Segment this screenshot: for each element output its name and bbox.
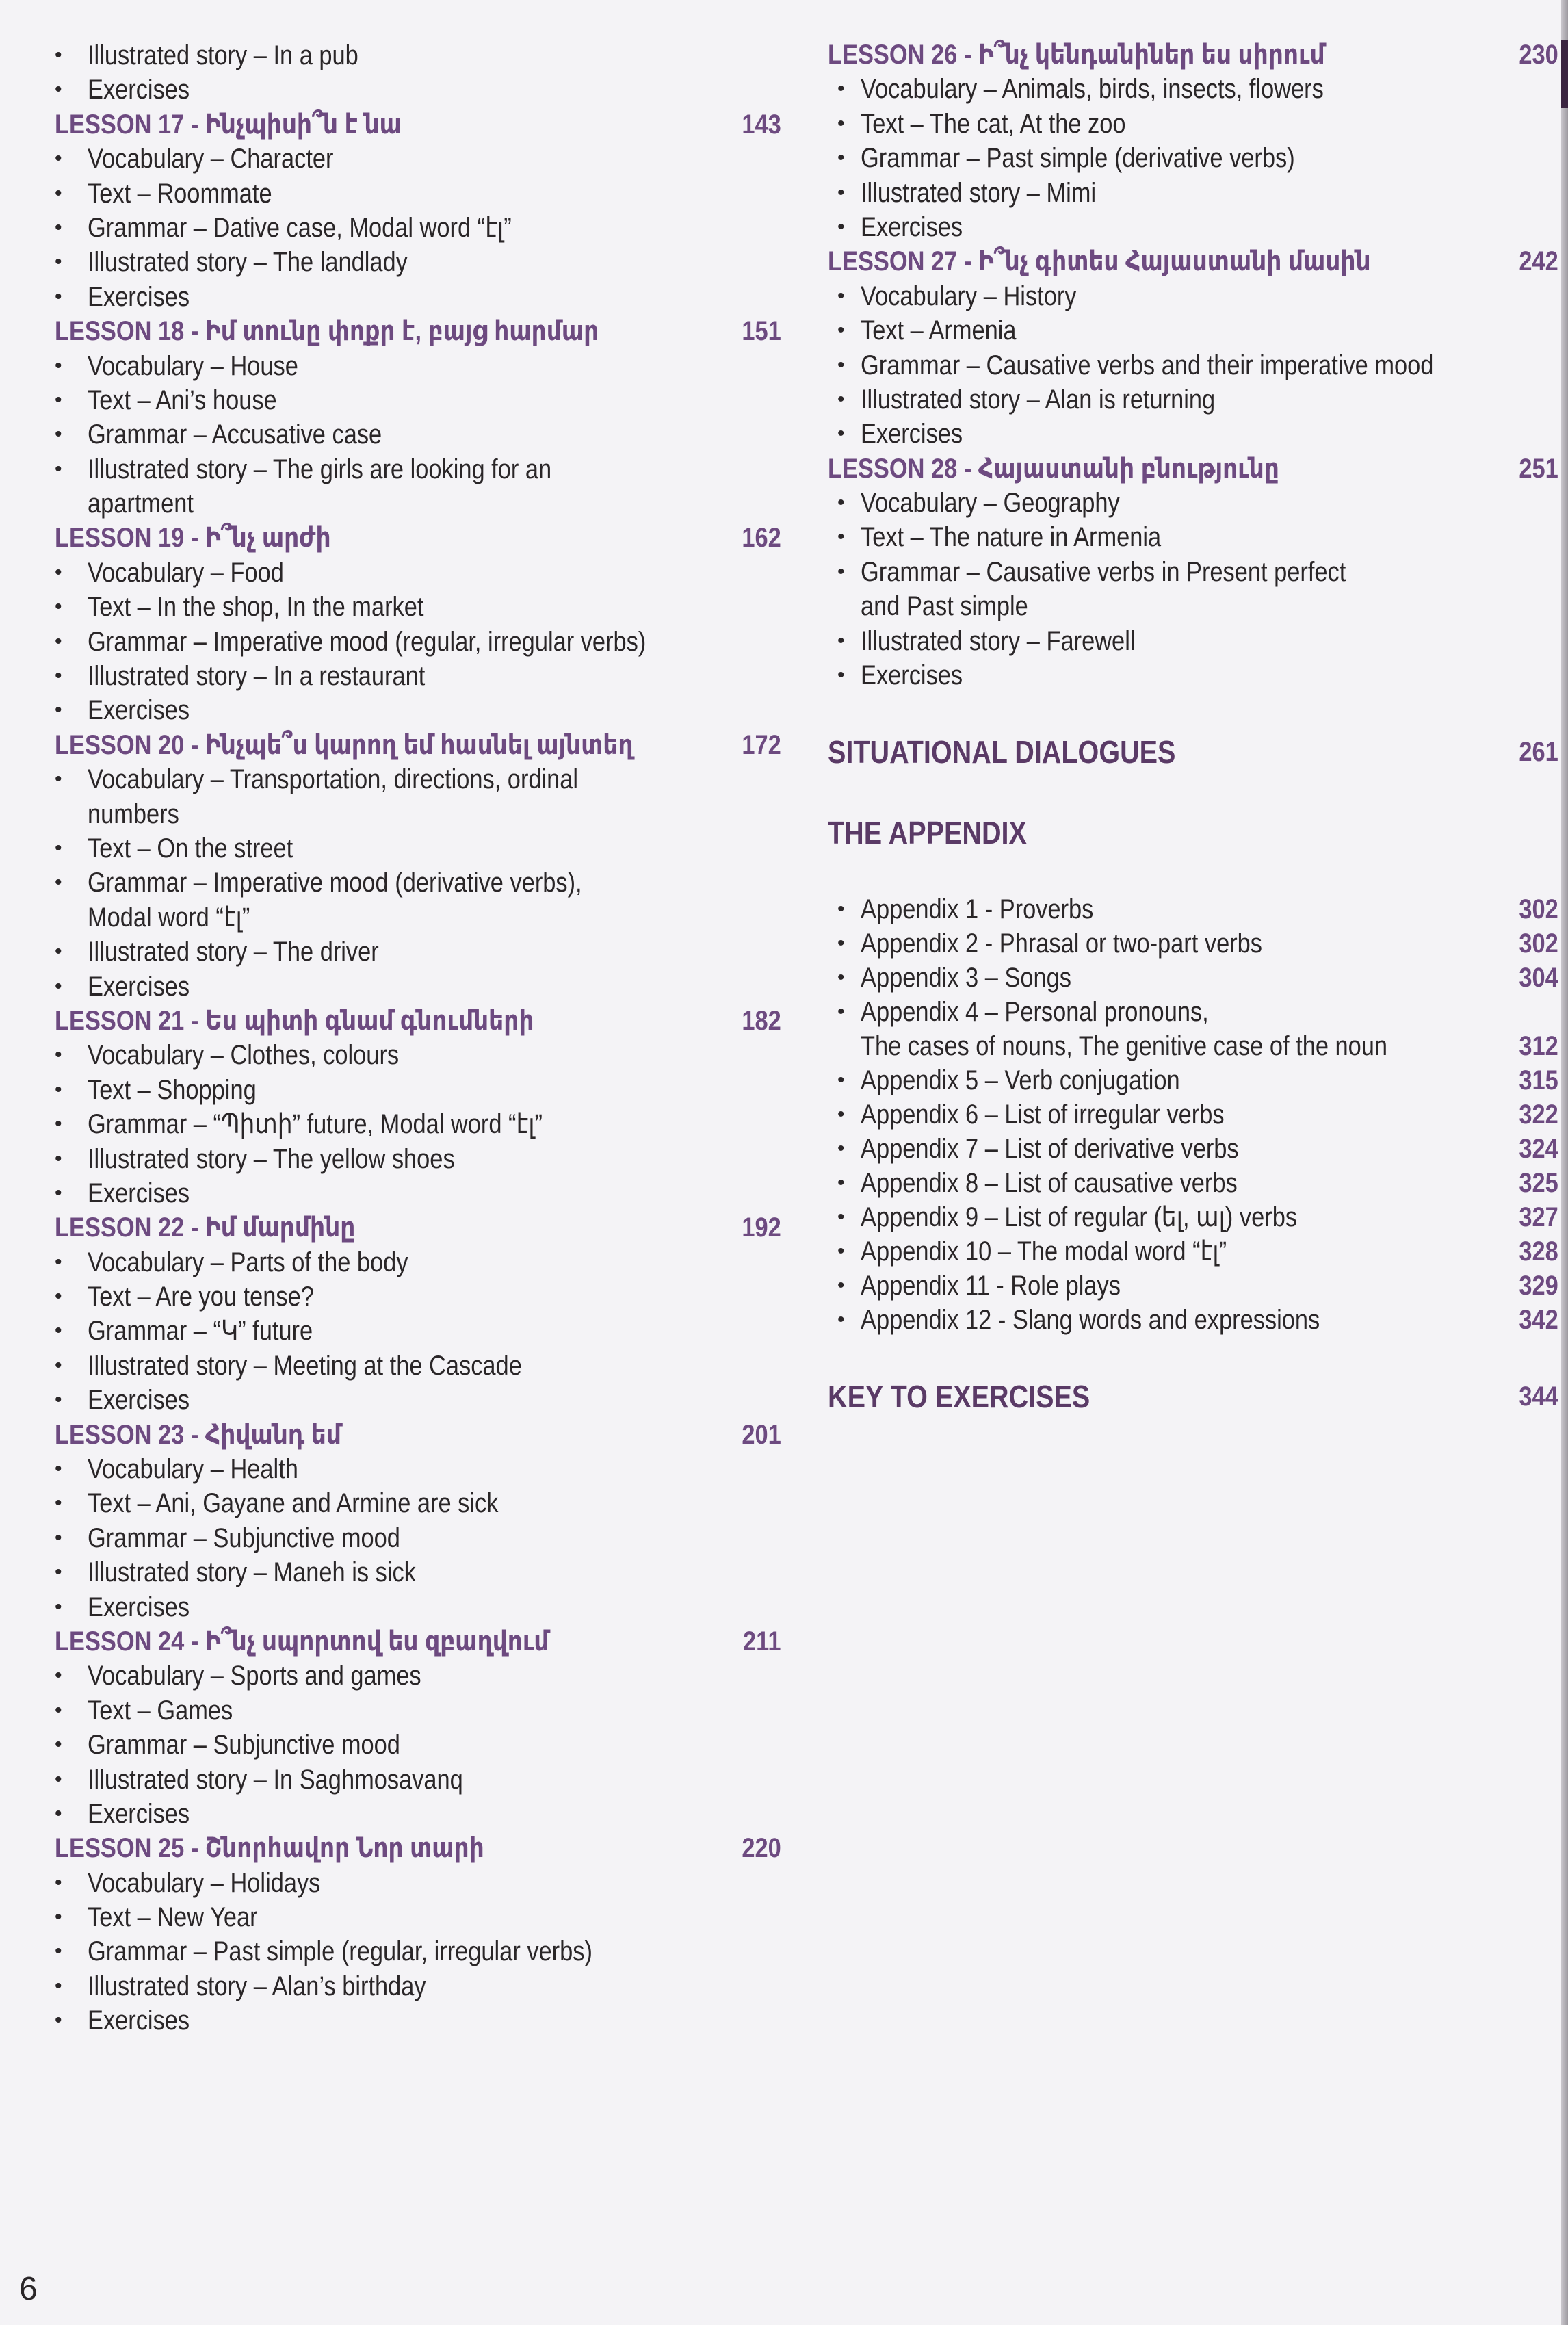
bullet-icon: • xyxy=(837,387,845,411)
toc-entry-text: Text – Shopping xyxy=(88,1074,257,1105)
toc-entry-text: Appendix 10 – The modal word “էլ” xyxy=(861,1236,1227,1267)
lesson-heading[interactable] xyxy=(0,728,794,762)
bullet-icon: • xyxy=(55,1457,62,1481)
bullet-icon: • xyxy=(55,181,62,205)
lesson-title: LESSON 23 - Հիվանդ եմ xyxy=(55,1419,341,1450)
bullet-icon: • xyxy=(837,146,845,170)
section-title: SITUATIONAL DIALOGUES xyxy=(828,734,1176,770)
section-heading[interactable] xyxy=(821,731,1560,773)
toc-entry-text: Text – In the shop, In the market xyxy=(88,592,424,623)
toc-subitem[interactable] xyxy=(0,73,794,107)
toc-entry-text: Vocabulary – Transportation, directions, ordinal xyxy=(88,764,579,795)
bullet-icon: • xyxy=(55,1561,62,1584)
toc-entry-continuation xyxy=(0,486,794,521)
toc-entry-text: Illustrated story – The yellow shoes xyxy=(88,1143,455,1174)
toc-entry-text: Text – Games xyxy=(88,1695,233,1726)
toc-entry-text: Grammar – “Պիտի” future, Modal word “էլ” xyxy=(88,1109,543,1140)
toc-entry-text: Illustrated story – The driver xyxy=(88,937,379,967)
toc-subitem[interactable] xyxy=(0,831,794,866)
bullet-icon: • xyxy=(55,1767,62,1791)
bullet-icon: • xyxy=(837,1103,845,1126)
lesson-heading[interactable] xyxy=(821,244,1560,278)
toc-subitem[interactable] xyxy=(0,970,794,1004)
toc-subitem[interactable] xyxy=(0,1900,794,1934)
toc-entry-text: Vocabulary – History xyxy=(861,281,1077,311)
lesson-page-number: 201 xyxy=(742,1419,781,1450)
toc-entry-continuation xyxy=(0,900,794,935)
toc-entry-text: Grammar – Past simple (regular, irregular verbs) xyxy=(88,1936,592,1967)
bullet-icon: • xyxy=(837,1137,845,1160)
bullet-icon: • xyxy=(55,44,62,66)
bullet-icon: • xyxy=(55,1492,62,1515)
entry-page-number: 302 xyxy=(1519,894,1558,925)
lesson-heading[interactable] xyxy=(821,452,1560,486)
lesson-title: LESSON 21 - Ես պիտի գնամ գնումների xyxy=(55,1005,534,1036)
lesson-page-number: 242 xyxy=(1519,246,1558,277)
bullet-icon: • xyxy=(55,871,62,894)
toc-entry-continuation xyxy=(821,1029,1560,1063)
lesson-heading[interactable] xyxy=(0,521,794,555)
entry-page-number: 324 xyxy=(1519,1134,1558,1165)
bullet-icon: • xyxy=(55,1802,62,1825)
toc-entry-text: Exercises xyxy=(88,1592,190,1622)
toc-right-column xyxy=(821,38,1560,1418)
toc-entry-text: Appendix 8 – List of causative verbs xyxy=(861,1168,1238,1199)
toc-subitem[interactable] xyxy=(0,1555,794,1589)
toc-entry-text: Text – The nature in Armenia xyxy=(861,522,1162,553)
toc-entry-text: Appendix 9 – List of regular (ել, ալ) verbs xyxy=(861,1202,1298,1233)
toc-entry-text: Illustrated story – In a restaurant xyxy=(88,661,426,692)
lesson-page-number: 162 xyxy=(742,523,781,554)
toc-entry-text: Exercises xyxy=(861,419,963,450)
bullet-icon: • xyxy=(55,457,62,480)
lesson-heading[interactable] xyxy=(0,314,794,348)
book-binding-edge xyxy=(1561,0,1568,2325)
bullet-icon: • xyxy=(55,388,62,411)
section-title: THE APPENDIX xyxy=(828,815,1027,851)
lesson-heading[interactable] xyxy=(821,38,1560,72)
toc-entry-text: Grammar – Causative verbs in Present perfect xyxy=(861,556,1346,587)
appendix-entry[interactable] xyxy=(821,1200,1560,1234)
lesson-title: LESSON 18 - Իմ տունը փոքր է, բայց հարմար xyxy=(55,316,599,347)
bullet-icon: • xyxy=(837,181,845,204)
bullet-icon: • xyxy=(837,966,845,989)
toc-entry-text: Text – Roommate xyxy=(88,178,272,209)
toc-subitem[interactable] xyxy=(0,2003,794,2038)
spacer xyxy=(821,1337,1560,1375)
toc-entry-text: Illustrated story – In Saghmosavanq xyxy=(88,1764,463,1795)
lesson-heading[interactable] xyxy=(0,1831,794,1865)
entry-page-number: 327 xyxy=(1519,1202,1558,1233)
toc-subitem[interactable] xyxy=(0,1038,794,1072)
toc-entry-text: Text – Ani, Gayane and Armine are sick xyxy=(88,1488,499,1519)
toc-subitem[interactable] xyxy=(821,348,1560,382)
toc-subitem[interactable] xyxy=(821,279,1560,313)
lesson-page-number: 182 xyxy=(742,1005,781,1036)
bullet-icon: • xyxy=(837,898,845,921)
lesson-page-number: 251 xyxy=(1519,453,1558,484)
toc-entry-text: Exercises xyxy=(861,660,963,691)
toc-subitem[interactable] xyxy=(821,313,1560,348)
bullet-icon: • xyxy=(55,147,62,170)
bullet-icon: • xyxy=(55,1664,62,1687)
toc-entry-text: Vocabulary – Health xyxy=(88,1454,298,1485)
toc-subitem[interactable] xyxy=(0,1107,794,1141)
entry-page-number: 325 xyxy=(1519,1168,1558,1199)
toc-subitem[interactable] xyxy=(0,1073,794,1107)
toc-entry-text: Illustrated story – In a pub xyxy=(88,40,358,70)
toc-subitem[interactable] xyxy=(821,176,1560,210)
section-title: KEY TO EXERCISES xyxy=(828,1379,1090,1415)
toc-entry-continuation xyxy=(821,589,1560,623)
lesson-title: LESSON 17 - Ինչպիսի՞ն է նա xyxy=(55,109,402,140)
toc-subitem[interactable] xyxy=(0,1969,794,2003)
toc-subitem[interactable] xyxy=(0,590,794,624)
toc-entry-text: Vocabulary – House xyxy=(88,350,298,381)
entry-page-number: 315 xyxy=(1519,1065,1558,1096)
toc-subitem[interactable] xyxy=(0,280,794,314)
bullet-icon: • xyxy=(55,664,62,688)
chapter-tab-marker xyxy=(1561,40,1568,108)
toc-entry-continuation xyxy=(0,797,794,831)
toc-entry-text: Exercises xyxy=(88,1798,190,1829)
toc-subitem[interactable] xyxy=(0,1797,794,1831)
bullet-icon: • xyxy=(55,974,62,998)
toc-entry-text: Text – On the street xyxy=(88,833,293,863)
bullet-icon: • xyxy=(55,1698,62,1722)
bullet-icon: • xyxy=(55,940,62,963)
toc-subitem[interactable] xyxy=(0,1314,794,1348)
lesson-page-number: 230 xyxy=(1519,40,1558,70)
toc-subitem[interactable] xyxy=(0,693,794,727)
bullet-icon: • xyxy=(55,1181,62,1204)
toc-entry-text: Exercises xyxy=(88,2005,190,2036)
toc-subitem[interactable] xyxy=(0,1763,794,1797)
entry-page-number: 302 xyxy=(1519,928,1558,959)
toc-left-column xyxy=(0,38,794,2038)
page-number: 6 xyxy=(19,2271,38,2307)
lesson-heading[interactable] xyxy=(0,1210,794,1245)
toc-entry-text: Appendix 1 - Proverbs xyxy=(861,894,1094,925)
toc-subitem[interactable] xyxy=(0,1728,794,1762)
toc-entry-text: Vocabulary – Sports and games xyxy=(88,1661,421,1691)
toc-subitem[interactable] xyxy=(821,658,1560,692)
toc-subitem[interactable] xyxy=(0,349,794,383)
bullet-icon: • xyxy=(837,353,845,376)
toc-entry-text: Grammar – Subjunctive mood xyxy=(88,1730,400,1761)
toc-subitem[interactable] xyxy=(821,555,1560,589)
appendix-entry[interactable] xyxy=(821,1166,1560,1200)
bullet-icon: • xyxy=(837,491,845,515)
bullet-icon: • xyxy=(837,1000,845,1024)
toc-entry-text: apartment xyxy=(88,489,194,519)
toc-subitem[interactable] xyxy=(0,1383,794,1417)
toc-entry-text: Vocabulary – Clothes, colours xyxy=(88,1040,400,1071)
bullet-icon: • xyxy=(55,836,62,859)
bullet-icon: • xyxy=(55,629,62,653)
toc-subitem[interactable] xyxy=(821,520,1560,554)
bullet-icon: • xyxy=(55,1974,62,1997)
appendix-entry[interactable] xyxy=(821,1269,1560,1303)
toc-subitem[interactable] xyxy=(0,1521,794,1555)
lesson-page-number: 192 xyxy=(742,1212,781,1243)
toc-entry-text: Appendix 3 – Songs xyxy=(861,963,1071,993)
toc-entry-text: Grammar – Past simple (derivative verbs) xyxy=(861,143,1295,174)
toc-entry-text: Illustrated story – Farewell xyxy=(861,625,1136,656)
toc-entry-text: Text – Armenia xyxy=(861,315,1017,346)
toc-entry-text: Illustrated story – The landlady xyxy=(88,247,408,278)
lesson-heading[interactable] xyxy=(0,1418,794,1452)
bullet-icon: • xyxy=(55,560,62,584)
toc-entry-text: Grammar – Dative case, Modal word “էլ” xyxy=(88,212,512,243)
section-page-number: 344 xyxy=(1519,1381,1558,1412)
bullet-icon: • xyxy=(837,1308,845,1332)
entry-page-number: 322 xyxy=(1519,1100,1558,1130)
lesson-title: LESSON 19 - Ի՞նչ արժի xyxy=(55,523,331,554)
bullet-icon: • xyxy=(55,1388,62,1412)
toc-entry-text: Grammar – Causative verbs and their imperative mood xyxy=(861,350,1434,380)
toc-subitem[interactable] xyxy=(0,1486,794,1520)
toc-entry-text: Vocabulary – Holidays xyxy=(88,1867,321,1898)
bullet-icon: • xyxy=(837,77,845,101)
toc-subitem[interactable] xyxy=(0,762,794,796)
bullet-icon: • xyxy=(837,319,845,342)
bullet-icon: • xyxy=(55,423,62,446)
toc-subitem[interactable] xyxy=(0,1142,794,1176)
toc-subitem[interactable] xyxy=(821,72,1560,106)
appendix-entry[interactable] xyxy=(821,995,1560,1029)
toc-subitem[interactable] xyxy=(0,1866,794,1900)
toc-entry-text: The cases of nouns, The genitive case of the noun xyxy=(861,1031,1388,1062)
toc-entry-text: numbers xyxy=(88,798,179,829)
appendix-entry[interactable] xyxy=(821,1132,1560,1166)
appendix-entry[interactable] xyxy=(821,1063,1560,1097)
toc-entry-text: Exercises xyxy=(88,971,190,1002)
bullet-icon: • xyxy=(55,1733,62,1756)
lesson-page-number: 220 xyxy=(742,1833,781,1864)
bullet-icon: • xyxy=(837,664,845,687)
toc-subitem[interactable] xyxy=(821,107,1560,141)
toc-subitem[interactable] xyxy=(0,38,794,73)
section-heading[interactable] xyxy=(821,811,1560,854)
appendix-entry[interactable] xyxy=(821,892,1560,926)
lesson-page-number: 143 xyxy=(742,109,781,140)
toc-subitem[interactable] xyxy=(0,1349,794,1383)
lesson-heading[interactable] xyxy=(0,107,794,142)
bullet-icon: • xyxy=(55,2009,62,2032)
toc-entry-text: Exercises xyxy=(861,211,963,242)
toc-entry-text: Illustrated story – The girls are looking for an xyxy=(88,454,552,484)
toc-subitem[interactable] xyxy=(0,659,794,693)
lesson-title: LESSON 22 - Իմ մարմինը xyxy=(55,1212,356,1243)
bullet-icon: • xyxy=(55,1078,62,1101)
toc-entry-text: Grammar – Imperative mood (derivative verbs), xyxy=(88,868,582,898)
toc-subitem[interactable] xyxy=(0,1590,794,1624)
lesson-title: LESSON 24 - Ի՞նչ սպորտով ես զբաղվում xyxy=(55,1626,549,1657)
toc-subitem[interactable] xyxy=(0,383,794,417)
toc-entry-text: Vocabulary – Character xyxy=(88,144,334,174)
toc-entry-text: Text – Are you tense? xyxy=(88,1282,314,1312)
lesson-title: LESSON 27 - Ի՞նչ գիտես Հայաստանի մասին xyxy=(828,246,1371,277)
spacer xyxy=(821,854,1560,892)
toc-entry-text: Grammar – Subjunctive mood xyxy=(88,1522,400,1553)
lesson-heading[interactable] xyxy=(0,1624,794,1659)
toc-subitem[interactable] xyxy=(0,1245,794,1280)
bullet-icon: • xyxy=(837,1171,845,1195)
toc-entry-text: Exercises xyxy=(88,281,190,312)
toc-entry-text: Illustrated story – Meeting at the Cascade xyxy=(88,1350,522,1381)
toc-entry-text: Text – Ani’s house xyxy=(88,385,277,415)
entry-page-number: 328 xyxy=(1519,1236,1558,1267)
toc-subitem[interactable] xyxy=(821,382,1560,417)
toc-entry-text: Illustrated story – Mimi xyxy=(861,177,1097,208)
bullet-icon: • xyxy=(55,1940,62,1963)
bullet-icon: • xyxy=(837,629,845,652)
entry-page-number: 312 xyxy=(1519,1031,1558,1062)
bullet-icon: • xyxy=(55,768,62,791)
section-page-number: 261 xyxy=(1519,737,1558,768)
bullet-icon: • xyxy=(837,284,845,307)
bullet-icon: • xyxy=(55,1147,62,1170)
toc-subitem[interactable] xyxy=(0,177,794,211)
toc-subitem[interactable] xyxy=(0,625,794,659)
toc-entry-text: Illustrated story – Maneh is sick xyxy=(88,1557,416,1588)
bullet-icon: • xyxy=(55,1353,62,1377)
appendix-entry[interactable] xyxy=(821,926,1560,961)
bullet-icon: • xyxy=(55,1595,62,1618)
bullet-icon: • xyxy=(837,932,845,955)
bullet-icon: • xyxy=(837,1069,845,1092)
toc-entry-text: Text – The cat, At the zoo xyxy=(861,108,1126,139)
toc-subitem[interactable] xyxy=(0,866,794,900)
lesson-page-number: 211 xyxy=(743,1626,781,1657)
toc-subitem[interactable] xyxy=(0,417,794,452)
toc-entry-text: Exercises xyxy=(88,1178,190,1208)
toc-entry-text: Grammar – Imperative mood (regular, irregular verbs) xyxy=(88,626,646,657)
bullet-icon: • xyxy=(55,285,62,308)
toc-entry-text: Appendix 2 - Phrasal or two-part verbs xyxy=(861,928,1262,959)
toc-subitem[interactable] xyxy=(821,210,1560,244)
toc-entry-text: Vocabulary – Geography xyxy=(861,488,1120,519)
toc-entry-text: and Past simple xyxy=(861,591,1028,622)
toc-subitem[interactable] xyxy=(821,141,1560,175)
toc-entry-text: Appendix 4 – Personal pronouns, xyxy=(861,997,1209,1028)
toc-entry-text: Grammar – Accusative case xyxy=(88,419,382,450)
toc-entry-text: Vocabulary – Animals, birds, insects, flowers xyxy=(861,74,1324,105)
entry-page-number: 329 xyxy=(1519,1271,1558,1301)
toc-entry-text: Modal word “էլ” xyxy=(88,902,250,933)
bullet-icon: • xyxy=(55,1113,62,1136)
toc-subitem[interactable] xyxy=(821,486,1560,520)
toc-subitem[interactable] xyxy=(821,417,1560,451)
bullet-icon: • xyxy=(55,1906,62,1929)
appendix-entry[interactable] xyxy=(821,1234,1560,1269)
toc-entry-text: Text – New Year xyxy=(88,1902,258,1933)
appendix-entry[interactable] xyxy=(821,1097,1560,1132)
toc-subitem[interactable] xyxy=(0,211,794,245)
toc-entry-text: Exercises xyxy=(88,695,190,726)
lesson-heading[interactable] xyxy=(0,1004,794,1038)
toc-subitem[interactable] xyxy=(0,1452,794,1486)
toc-subitem[interactable] xyxy=(0,142,794,176)
bullet-icon: • xyxy=(55,354,62,377)
bullet-icon: • xyxy=(55,1250,62,1273)
bullet-icon: • xyxy=(837,1240,845,1263)
bullet-icon: • xyxy=(837,112,845,135)
toc-subitem[interactable] xyxy=(821,624,1560,658)
bullet-icon: • xyxy=(55,1526,62,1549)
lesson-title: LESSON 28 - Հայաստանի բնությունը xyxy=(828,453,1279,484)
spacer xyxy=(821,773,1560,811)
toc-subitem[interactable] xyxy=(0,1280,794,1314)
toc-entry-text: Illustrated story – Alan is returning xyxy=(861,384,1216,415)
toc-entry-text: Grammar – “Կ” future xyxy=(88,1316,313,1347)
entry-page-number: 304 xyxy=(1519,963,1558,993)
toc-subitem[interactable] xyxy=(0,556,794,590)
bullet-icon: • xyxy=(837,560,845,583)
bullet-icon: • xyxy=(55,1285,62,1308)
toc-entry-text: Exercises xyxy=(88,1385,190,1416)
bullet-icon: • xyxy=(55,595,62,619)
lesson-title: LESSON 20 - Ինչպե՞ս կարող եմ հասնել այնտեղ xyxy=(55,729,633,760)
bullet-icon: • xyxy=(837,525,845,549)
toc-entry-text: Appendix 11 - Role plays xyxy=(861,1271,1121,1301)
bullet-icon: • xyxy=(837,1274,845,1297)
bullet-icon: • xyxy=(55,216,62,239)
bullet-icon: • xyxy=(837,215,845,238)
entry-page-number: 342 xyxy=(1519,1305,1558,1336)
bullet-icon: • xyxy=(55,1319,62,1342)
toc-subitem[interactable] xyxy=(0,1176,794,1210)
bullet-icon: • xyxy=(837,1206,845,1229)
toc-subitem[interactable] xyxy=(0,935,794,969)
toc-subitem[interactable] xyxy=(0,1693,794,1728)
section-heading[interactable] xyxy=(821,1375,1560,1418)
toc-subitem[interactable] xyxy=(0,452,794,486)
bullet-icon: • xyxy=(55,1043,62,1067)
bullet-icon: • xyxy=(837,422,845,445)
bullet-icon: • xyxy=(55,78,62,101)
toc-entry-text: Appendix 5 – Verb conjugation xyxy=(861,1065,1180,1096)
bullet-icon: • xyxy=(55,699,62,722)
spacer xyxy=(821,692,1560,731)
appendix-entry[interactable] xyxy=(821,961,1560,995)
lesson-title: LESSON 25 - Շնորհավոր Նոր տարի xyxy=(55,1833,484,1864)
lesson-page-number: 151 xyxy=(742,316,781,347)
toc-subitem[interactable] xyxy=(0,245,794,279)
toc-entry-text: Vocabulary – Food xyxy=(88,557,284,588)
appendix-entry[interactable] xyxy=(821,1303,1560,1337)
bullet-icon: • xyxy=(55,250,62,274)
lesson-page-number: 172 xyxy=(742,729,781,760)
bullet-icon: • xyxy=(55,1871,62,1894)
toc-subitem[interactable] xyxy=(0,1659,794,1693)
toc-entry-text: Vocabulary – Parts of the body xyxy=(88,1247,408,1277)
toc-entry-text: Appendix 6 – List of irregular verbs xyxy=(861,1100,1225,1130)
toc-entry-text: Appendix 12 - Slang words and expressions xyxy=(861,1305,1320,1336)
toc-entry-text: Exercises xyxy=(88,75,190,105)
lesson-title: LESSON 26 - Ի՞նչ կենդանիներ ես սիրում xyxy=(828,40,1325,70)
toc-subitem[interactable] xyxy=(0,1934,794,1969)
toc-entry-text: Illustrated story – Alan’s birthday xyxy=(88,1971,426,2001)
toc-entry-text: Appendix 7 – List of derivative verbs xyxy=(861,1134,1239,1165)
